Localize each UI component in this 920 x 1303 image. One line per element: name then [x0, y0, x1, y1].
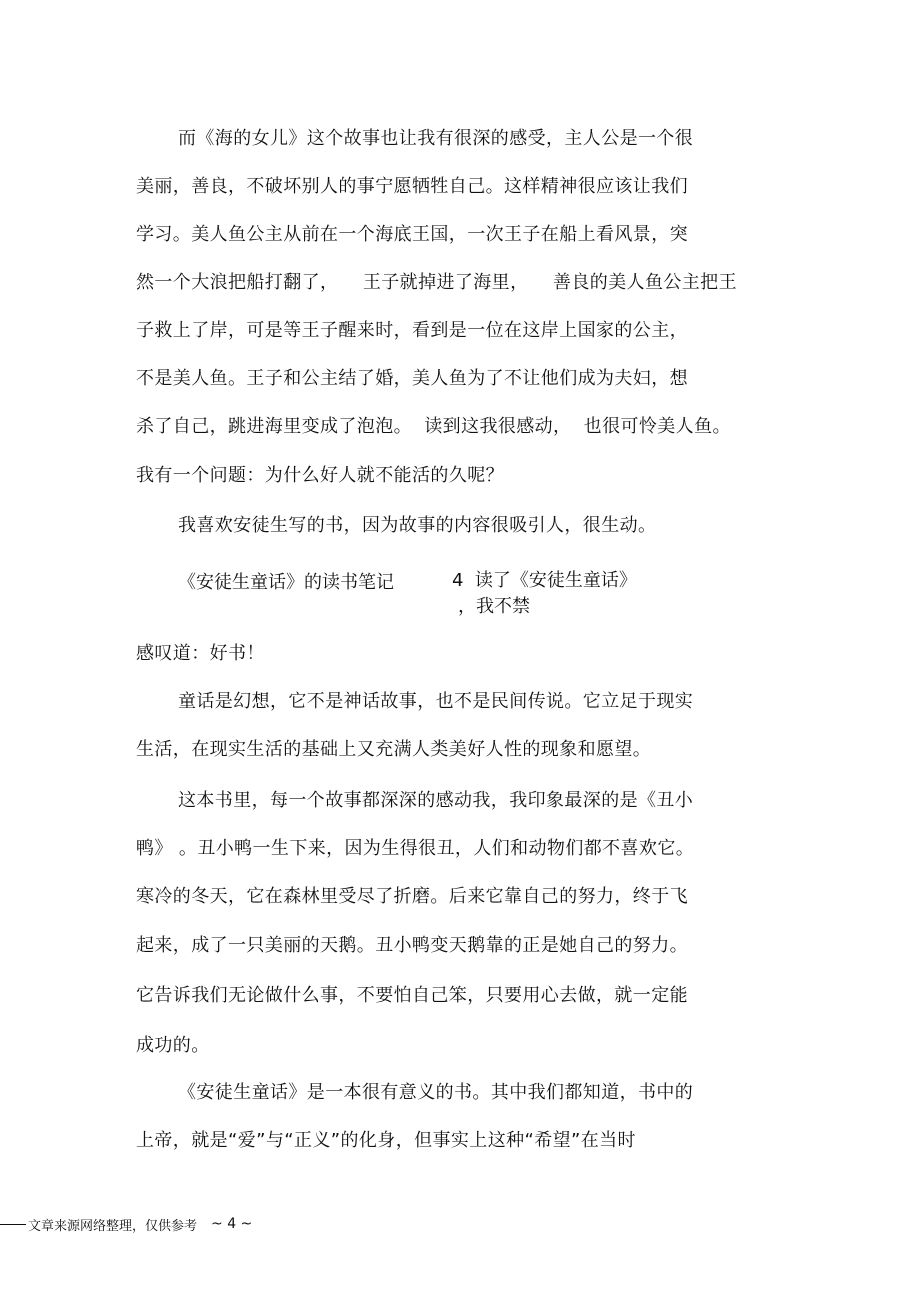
text-line: 杀了自己，跳进海里变成了泡泡。 读到这我很感动， 也很可怜美人鱼。: [136, 416, 731, 437]
text-line: 生活，在现实生活的基础上又充满人类美好人性的现象和愿望。: [136, 739, 652, 760]
heading-continuation: ，我不禁: [458, 596, 530, 617]
text-line: 美丽，善良，不破坏别人的事宁愿牺牲自己。这样精神很应该让我们: [136, 176, 688, 197]
text-line: 子救上了岸，可是等王子醒来时，看到是一位在这岸上国家的公主，: [136, 320, 688, 341]
text-line: 不是美人鱼。王子和公主结了婚，美人鱼为了不让他们成为夫妇，想: [136, 368, 688, 389]
page-footer: [0, 1214, 252, 1234]
text-line: 学习。美人鱼公主从前在一个海底王国，一次王子在船上看风景，突: [136, 224, 688, 245]
text-line: 童话是幻想，它不是神话故事，也不是民间传说。它立足于现实: [178, 691, 694, 712]
text-line: 它告诉我们无论做什么事，不要怕自己笨，只要用心去做，就一定能: [136, 985, 688, 1006]
text-line: 而《海的女儿》这个故事也让我有很深的感受，主人公是一个很: [178, 128, 694, 149]
heading-number: 4: [452, 570, 464, 591]
heading-title: 《安徒生童话》的读书笔记: [178, 572, 394, 593]
text-line: 起来，成了一只美丽的天鹅。丑小鸭变天鹅靠的正是她自己的努力。: [136, 935, 688, 956]
heading-number-and-text: [452, 569, 637, 593]
footer-rule: [0, 1224, 26, 1225]
text-line: 鸭》 。丑小鸭一生下来，因为生得很丑，人们和动物们都不喜欢它。: [136, 838, 695, 859]
text-line: 成功的。: [136, 1035, 210, 1056]
text-line: 然一个大浪把船打翻了， 王子就掉进了海里， 善良的美人鱼公主把王: [136, 272, 737, 293]
page-number: ~ 4 ~: [211, 1216, 253, 1232]
text-line: 我有一个问题：为什么好人就不能活的久呢？: [136, 465, 504, 486]
footer-source: 文章来源网络整理，仅供参考: [28, 1218, 198, 1234]
heading-text: 读了《安徒生童话》: [474, 570, 637, 591]
text-line: 这本书里，每一个故事都深深的感动我，我印象最深的是《丑小: [178, 790, 694, 811]
text-line: 寒冷的冬天，它在森林里受尽了折磨。后来它靠自己的努力，终于飞: [136, 886, 688, 907]
text-line: 《安徒生童话》是一本很有意义的书。其中我们都知道，书中的: [178, 1082, 694, 1103]
text-line: 感叹道：好书！: [136, 643, 265, 664]
text-line: 上帝，就是“爱”与“正义”的化身，但事实上这种“希望”在当时: [136, 1130, 636, 1151]
text-line: 我喜欢安徒生写的书，因为故事的内容很吸引人，很生动。: [178, 515, 657, 536]
